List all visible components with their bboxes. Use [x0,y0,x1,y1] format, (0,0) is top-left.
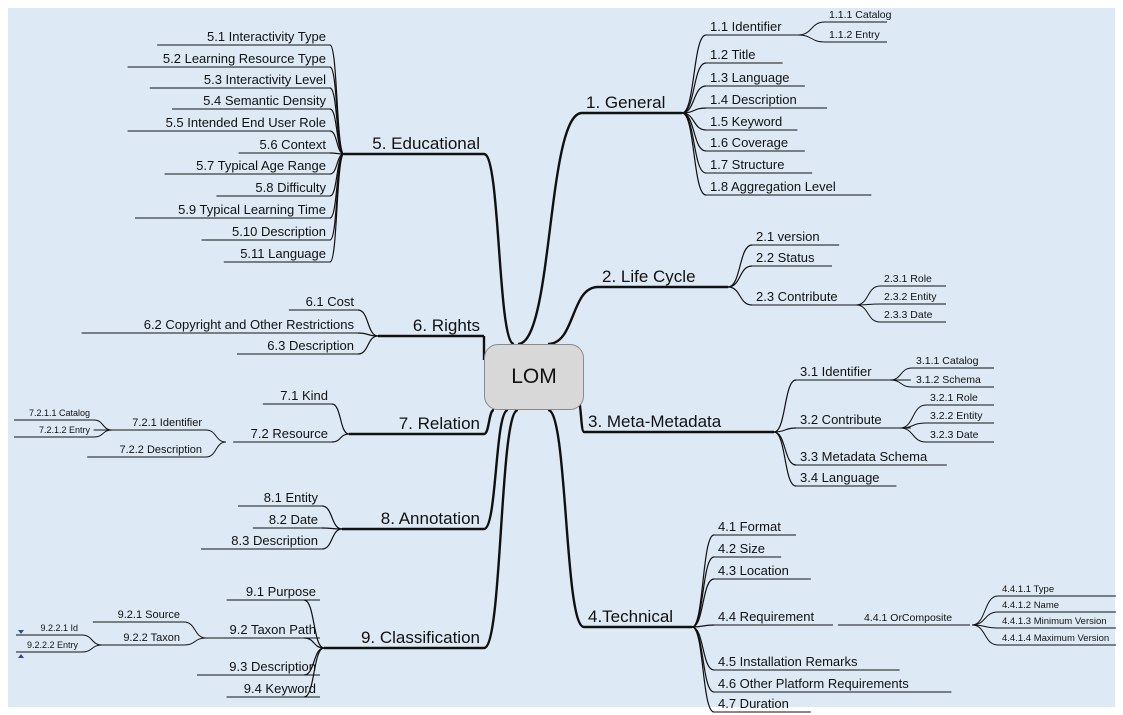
category-classification[interactable]: 9. Classification [360,628,480,647]
subitem-9-2-2-2-entry[interactable]: 9.2.2.2 Entry [26,640,78,650]
item-9-3-description[interactable]: 9.3 Description [229,659,316,674]
item-4-5-installation-remarks[interactable]: 4.5 Installation Remarks [718,654,858,669]
category-annotation[interactable]: 8. Annotation [380,509,480,528]
subitem-4-4-1-orcomposite[interactable]: 4.4.1 OrComposite [864,612,953,624]
subitem-2-3-3-date[interactable]: 2.3.3 Date [884,309,933,321]
subitem-9-2-2-1-id[interactable]: 9.2.2.1 Id [40,623,78,633]
item-7-1-kind[interactable]: 7.1 Kind [280,388,328,403]
category-technical[interactable]: 4.Technical [588,607,674,626]
item-5-8-difficulty[interactable]: 5.8 Difficulty [255,180,326,195]
subitem-9-2-1-source[interactable]: 9.2.1 Source [117,609,180,621]
category-rights[interactable]: 6. Rights [412,316,480,335]
item-9-1-purpose[interactable]: 9.1 Purpose [245,584,316,599]
item-8-3-description[interactable]: 8.3 Description [231,533,318,548]
item-1-6-coverage[interactable]: 1.6 Coverage [710,135,789,150]
item-5-2-learning-resource-type[interactable]: 5.2 Learning Resource Type [162,51,326,66]
item-2-1-version[interactable]: 2.1 version [756,229,820,244]
root-node[interactable]: LOM [484,344,584,410]
item-3-2-contribute[interactable]: 3.2 Contribute [800,412,882,427]
subitem-4-4-1-4-maximum-version[interactable]: 4.4.1.4 Maximum Version [1002,633,1110,644]
subitem-7-2-2-description[interactable]: 7.2.2 Description [119,444,202,456]
item-9-4-keyword[interactable]: 9.4 Keyword [243,681,316,696]
item-5-6-context[interactable]: 5.6 Context [259,137,326,152]
item-2-3-contribute[interactable]: 2.3 Contribute [756,289,838,304]
subitem-3-2-1-role[interactable]: 3.2.1 Role [930,392,978,404]
item-1-3-language[interactable]: 1.3 Language [710,70,790,85]
subitem-3-1-2-schema[interactable]: 3.1.2 Schema [916,374,981,386]
item-6-1-cost[interactable]: 6.1 Cost [305,294,354,309]
item-8-2-date[interactable]: 8.2 Date [268,512,318,527]
item-5-3-interactivity-level[interactable]: 5.3 Interactivity Level [203,72,326,87]
subitem-4-4-1-1-type[interactable]: 4.4.1.1 Type [1002,584,1055,595]
item-3-4-language[interactable]: 3.4 Language [800,470,880,485]
item-7-2-resource[interactable]: 7.2 Resource [250,426,328,441]
subitem-2-3-1-role[interactable]: 2.3.1 Role [884,273,932,285]
item-4-7-duration[interactable]: 4.7 Duration [718,696,789,711]
item-5-7-typical-age-range[interactable]: 5.7 Typical Age Range [196,158,326,173]
item-1-2-title[interactable]: 1.2 Title [710,47,756,62]
subitem-4-4-1-2-name[interactable]: 4.4.1.2 Name [1002,600,1060,611]
item-1-7-structure[interactable]: 1.7 Structure [710,157,785,172]
item-9-2-taxon-path[interactable]: 9.2 Taxon Path [229,622,316,637]
item-5-1-interactivity-type[interactable]: 5.1 Interactivity Type [207,29,326,44]
subitem-7-2-1-2-entry[interactable]: 7.2.1.2 Entry [38,425,90,435]
subitem-9-2-2-taxon[interactable]: 9.2.2 Taxon [123,632,180,644]
item-1-1-identifier[interactable]: 1.1 Identifier [710,19,782,34]
item-3-1-identifier[interactable]: 3.1 Identifier [800,364,872,379]
item-4-4-requirement[interactable]: 4.4 Requirement [718,609,815,624]
category-metametadata[interactable]: 3. Meta-Metadata [588,412,722,431]
item-1-5-keyword[interactable]: 1.5 Keyword [710,114,783,129]
subitem-3-2-2-entity[interactable]: 3.2.2 Entity [930,410,983,422]
item-5-5-intended-end-user-role[interactable]: 5.5 Intended End User Role [165,115,326,130]
item-2-2-status[interactable]: 2.2 Status [756,250,815,265]
item-6-3-description[interactable]: 6.3 Description [267,338,354,353]
item-1-4-description[interactable]: 1.4 Description [710,92,797,107]
item-4-2-size[interactable]: 4.2 Size [718,541,765,556]
item-5-9-typical-learning-time[interactable]: 5.9 Typical Learning Time [178,202,326,217]
subitem-3-2-3-date[interactable]: 3.2.3 Date [930,429,979,441]
subitem-1-1-1-catalog[interactable]: 1.1.1 Catalog [829,9,892,21]
subitem-7-2-1-1-catalog[interactable]: 7.2.1.1 Catalog [28,408,90,418]
subitem-4-4-1-3-minimum-version[interactable]: 4.4.1.3 Minimum Version [1002,616,1107,627]
item-4-6-other-platform-requirements[interactable]: 4.6 Other Platform Requirements [718,676,909,691]
item-4-3-location[interactable]: 4.3 Location [718,563,789,578]
item-5-11-language[interactable]: 5.11 Language [240,246,326,261]
subitem-3-1-1-catalog[interactable]: 3.1.1 Catalog [916,355,979,367]
subitem-2-3-2-entity[interactable]: 2.3.2 Entity [884,291,937,303]
item-6-2-copyright-and-other-restrictions[interactable]: 6.2 Copyright and Other Restrictions [143,317,354,332]
category-educational[interactable]: 5. Educational [372,134,480,153]
category-lifecycle[interactable]: 2. Life Cycle [602,267,696,286]
item-8-1-entity[interactable]: 8.1 Entity [263,490,318,505]
item-5-4-semantic-density[interactable]: 5.4 Semantic Density [203,93,326,108]
item-3-3-metadata-schema[interactable]: 3.3 Metadata Schema [800,449,928,464]
item-5-10-description[interactable]: 5.10 Description [232,224,326,239]
item-1-8-aggregation-level[interactable]: 1.8 Aggregation Level [710,179,836,194]
subitem-7-2-1-identifier[interactable]: 7.2.1 Identifier [132,417,202,429]
category-general[interactable]: 1. General [586,93,666,112]
subitem-1-1-2-entry[interactable]: 1.1.2 Entry [829,29,880,41]
item-4-1-format[interactable]: 4.1 Format [718,519,781,534]
category-relation[interactable]: 7. Relation [398,414,480,433]
